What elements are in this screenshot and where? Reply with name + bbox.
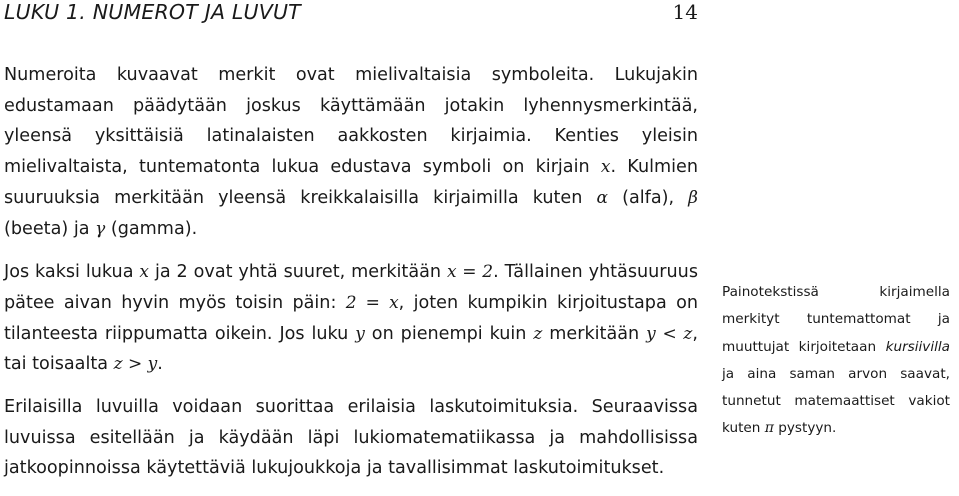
math-expression: z > y [113,354,158,375]
text-run: ja aina saman arvon saavat, tunnetut matemaattiset vakiot kuten [722,365,950,437]
chapter-title: LUKU 1. NUMEROT JA LUVUT [4,0,301,24]
text-run: pystyyn. [773,420,837,437]
text-run: . Kulmien suuruuksia merkitään yleensä kreikkalaisilla kirjaimilla kuten [4,157,698,208]
text-run: (alfa), [607,187,689,208]
text-run: . [157,354,163,375]
math-symbol: α [596,187,608,208]
text-run: (gamma). [105,218,198,239]
math-symbol: γ [95,218,106,239]
text-run: merkitään [542,323,647,344]
math-symbol: y [355,323,365,344]
text-run: Jos kaksi lukua [4,262,140,283]
italic-word: kursiivilla [885,338,950,355]
math-symbol: z [533,323,543,344]
text-run: , joten kumpikin kirjoitustapa on tilanteesta riippumatta oikein. Jos luku [4,292,698,344]
text-run: Numeroita kuvaavat merkit ovat mielivaltaisia symboleita. Lukujakin edustamaan päädytään joskus käyttämään jotakin lyhennysmerkintää, yleensä yksittäisiä latinalaisten aakkosten kirjaimia. Kenties yleisin mielivaltaista, tuntematonta lukua edustava symboli on kirjain [4,65,698,178]
math-expression: y < z [646,323,693,344]
paragraph-3: Erilaisilla luvuilla voidaan suorittaa erilaisia laskutoimituksia. Seuraavissa luvuissa esitellään ja käydään läpi lukiomatematiikassa ja mahdollisissa jatkoopinnoissa käytettäviä lukujoukkoja ja tavallisimmat laskutoimitukset. [4,397,698,479]
math-symbol: β [688,187,698,208]
math-expression: 2 = x [345,292,399,313]
page-header [4,0,700,26]
text-run: ja 2 ovat yhtä suuret, merkitään [149,262,447,283]
margin-note-text [722,279,950,443]
text-run: . Tällainen yhtäsuuruus pätee aivan hyvin myös toisin päin: [4,262,698,313]
text-run: on pienempi kuin [364,323,534,344]
text-run: Painotekstissä kirjaimella merkityt tuntemattomat ja muuttujat kirjoitetaan [722,284,950,355]
text-run: (beeta) ja [4,218,96,239]
page-number: 14 [672,0,698,24]
paragraph-1 [4,60,698,244]
math-symbol: π [764,420,774,437]
paragraph-2 [4,257,698,380]
main-text [4,60,698,496]
margin-note [722,279,950,443]
math-symbol: x [139,262,150,283]
text-run: , tai toisaalta [4,323,698,375]
math-expression: x = 2 [446,262,494,283]
math-symbol: x [600,157,611,178]
